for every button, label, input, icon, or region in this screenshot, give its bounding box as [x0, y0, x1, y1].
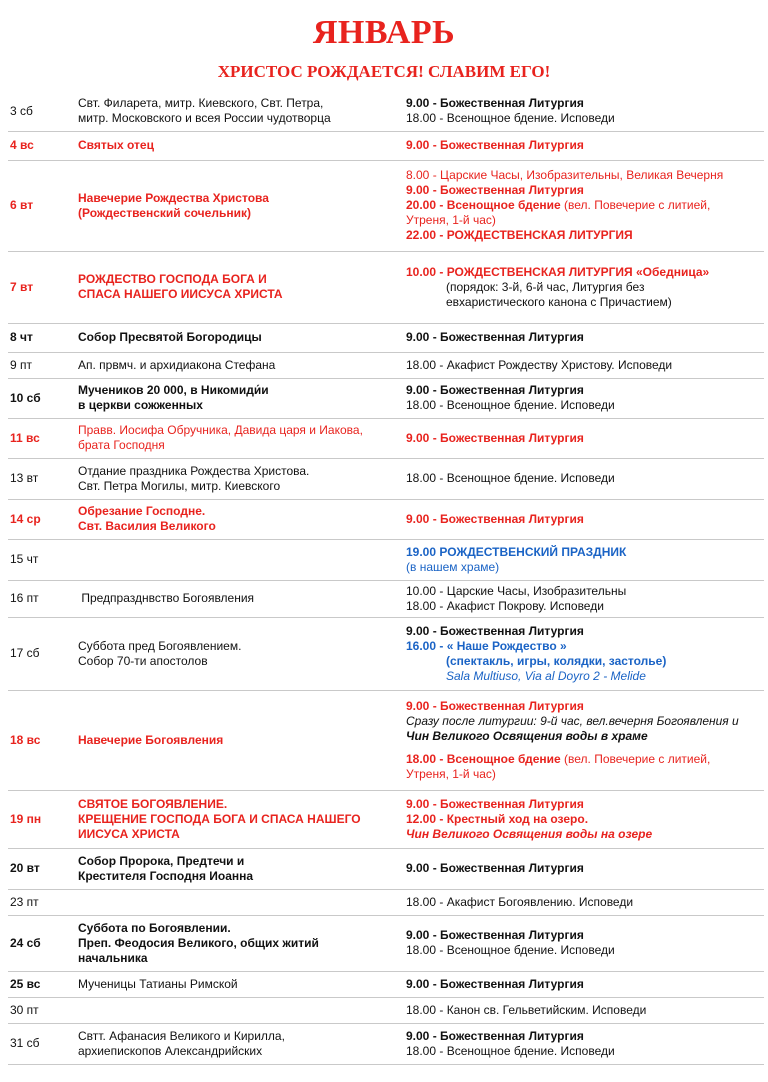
service-line: 18.00 - Всенощное бдение. Исповеди [406, 943, 615, 957]
feast-cell [68, 848, 398, 889]
feast-cell [68, 915, 398, 971]
feast-line: КРЕЩЕНИЕ ГОСПОДА БОГА И СПАСА НАШЕГО [78, 811, 361, 826]
feast-line: Собор Пророка, Предтечи и [78, 853, 245, 868]
feast-line: Свтт. Афанасия Великого и Кирилла, [78, 1028, 285, 1043]
service-cell [398, 160, 764, 251]
day-cell: 3 сб [8, 92, 68, 131]
day-cell: 23 пт [8, 889, 68, 915]
schedule-row [8, 580, 764, 617]
schedule-row [8, 418, 764, 458]
service-line: 9.00 - Божественная Литургия [406, 138, 584, 152]
service-cell [398, 617, 764, 690]
feast-line: Свт. Василия Великого [78, 519, 216, 533]
service-cell [398, 378, 764, 418]
feast-cell [68, 251, 398, 323]
feast-cell [68, 790, 398, 848]
schedule-row [8, 458, 764, 499]
service-cell [398, 539, 764, 580]
feast-line: Святых отец [78, 138, 154, 152]
feast-line: Ап. првмч. и архидиакона Стефана [78, 357, 276, 372]
service-line: Утреня, 1-й час) [406, 766, 496, 781]
day-cell: 25 вс [8, 971, 68, 997]
day-cell: 10 сб [8, 378, 68, 418]
schedule-row [8, 915, 764, 971]
service-cell [398, 971, 764, 997]
schedule-row [8, 378, 764, 418]
feast-cell [68, 378, 398, 418]
feast-cell [68, 352, 398, 378]
feast-line: начальника [78, 950, 148, 965]
schedule-row [8, 889, 764, 915]
day-cell: 15 чт [8, 539, 68, 580]
service-line: 9.00 - Божественная Литургия [406, 96, 584, 111]
day-cell: 7 вт [8, 251, 68, 323]
service-line: 18.00 - Всенощное бдение. Исповеди [406, 398, 615, 412]
service-line: 9.00 - Божественная Литургия [406, 330, 584, 344]
day-cell: 13 вт [8, 458, 68, 499]
feast-line: ИИСУСА ХРИСТА [78, 826, 180, 841]
feast-line: Собор Пресвятой Богородицы [78, 330, 262, 344]
schedule-row [8, 997, 764, 1023]
feast-line: Отдание праздника Рождества Христова. [78, 463, 310, 478]
feast-line: архиепископов Александрийских [78, 1043, 263, 1058]
service-cell [398, 580, 764, 617]
service-cell [398, 915, 764, 971]
service-line: евхаристического канона с Причастием) [446, 294, 672, 309]
feast-line: Свт. Филарета, митр. Киевского, Свт. Петра, [78, 96, 324, 111]
day-cell: 14 ср [8, 499, 68, 539]
page-subtitle: ХРИСТОС РОЖДАЕТСЯ! СЛАВИМ ЕГО! [217, 62, 551, 81]
feast-cell [68, 160, 398, 251]
service-line: 9.00 - Божественная Литургия [406, 928, 584, 942]
feast-line: в церкви сожженных [78, 398, 203, 412]
day-cell: 31 сб [8, 1023, 68, 1064]
service-cell [398, 131, 764, 160]
service-line: Sala Multiuso, Via al Doyro 2 - Melide [446, 668, 646, 683]
feast-cell [68, 1023, 398, 1064]
day-cell: 8 чт [8, 323, 68, 352]
service-line: 22.00 - РОЖДЕСТВЕНСКАЯ ЛИТУРГИЯ [406, 228, 633, 242]
day-cell: 30 пт [8, 997, 68, 1023]
service-line-bold: 20.00 - Всенощное бдение [406, 198, 561, 212]
service-cell [398, 458, 764, 499]
service-cell [398, 889, 764, 915]
service-cell [398, 323, 764, 352]
page-title: ЯНВАРЬ [312, 14, 456, 51]
service-line: 10.00 - РОЖДЕСТВЕНСКАЯ ЛИТУРГИЯ «Обедница» [406, 264, 710, 279]
service-line: Утреня, 1-й час) [406, 213, 496, 227]
feast-cell [68, 323, 398, 352]
feast-line: Свт. Петра Могилы, митр. Киевского [78, 478, 281, 493]
feast-line: РОЖДЕСТВО ГОСПОДА БОГА И [78, 272, 267, 286]
service-note: (вел. Повечерие с литией, [564, 198, 711, 212]
service-line: Чин Великого Освящения воды на озере [406, 826, 653, 841]
day-cell: 6 вт [8, 160, 68, 251]
feast-line: Правв. Иосифа Обручника, Давида царя и Иакова, [78, 423, 363, 437]
day-cell: 24 сб [8, 915, 68, 971]
service-line: 9.00 - Божественная Литургия [406, 976, 584, 991]
feast-line: Крестителя Господня Иоанна [78, 868, 254, 883]
feast-cell [68, 539, 398, 580]
day-cell: 17 сб [8, 617, 68, 690]
service-cell [398, 92, 764, 131]
service-line: (порядок: 3-й, 6-й час, Литургия без [446, 279, 645, 294]
service-line: 16.00 - « Наше Рождество » [406, 638, 567, 653]
service-line: 9.00 - Божественная Литургия [406, 796, 584, 811]
feast-cell [68, 131, 398, 160]
schedule-row [8, 131, 764, 160]
feast-cell [68, 889, 398, 915]
service-cell [398, 418, 764, 458]
feast-line: Собор 70-ти апостолов [78, 653, 208, 668]
feast-line: Обрезание Господне. [78, 504, 206, 518]
schedule-row [8, 160, 764, 251]
service-line: 18.00 - Всенощное бдение. Исповеди [406, 1043, 615, 1058]
day-cell: 18 вс [8, 690, 68, 790]
service-line: 18.00 - Акафист Покрову. Исповеди [406, 598, 604, 613]
schedule-row [8, 499, 764, 539]
feast-line: Мучеников 20 000, в Никомиди́и [78, 383, 269, 397]
service-line: 9.00 - Божественная Литургия [406, 861, 584, 875]
service-line-bold: 18.00 - Всенощное бдение [406, 751, 561, 766]
service-line: (в нашем храме) [406, 559, 500, 574]
feast-cell [68, 92, 398, 131]
service-line: 9.00 - Божественная Литургия [406, 698, 584, 713]
feast-line: (Рождественский сочельник) [78, 205, 251, 220]
service-cell [398, 499, 764, 539]
day-cell: 16 пт [8, 580, 68, 617]
schedule-row [8, 92, 764, 131]
service-cell [398, 690, 764, 790]
day-cell: 4 вс [8, 131, 68, 160]
day-cell: 9 пт [8, 352, 68, 378]
feast-cell [68, 499, 398, 539]
day-cell: 20 вт [8, 848, 68, 889]
service-cell [398, 251, 764, 323]
feast-cell [68, 971, 398, 997]
service-cell [398, 790, 764, 848]
service-line: 9.00 - Божественная Литургия [406, 623, 584, 638]
service-line: 18.00 - Всенощное бдение. Исповеди [406, 471, 615, 485]
schedule-row [8, 323, 764, 352]
schedule-row [8, 971, 764, 997]
service-line: 9.00 - Божественная Литургия [406, 511, 584, 526]
feast-line: Мученицы Татианы Римской [78, 976, 238, 991]
feast-cell [68, 997, 398, 1023]
schedule-row [8, 790, 764, 848]
feast-line: Суббота по Богоявлении. [78, 920, 231, 935]
schedule-table [8, 92, 764, 1065]
service-cell [398, 352, 764, 378]
schedule-row [8, 690, 764, 790]
service-cell [398, 848, 764, 889]
service-line: (спектакль, игры, колядки, застолье) [446, 653, 667, 668]
feast-line: Суббота пред Богоявлением. [78, 638, 242, 653]
service-line: Сразу после литургии: 9-й час, вел.вечерня Богоявления и [406, 713, 739, 728]
service-note: (вел. Повечерие с литией, [564, 751, 711, 766]
feast-cell [68, 580, 398, 617]
schedule-row [8, 539, 764, 580]
feast-line: Предпразднвство Богоявления [78, 591, 255, 605]
feast-line: Навечерие Рождества Христова [78, 190, 269, 205]
day-cell: 11 вс [8, 418, 68, 458]
service-line: 19.00 РОЖДЕСТВЕНСКИЙ ПРАЗДНИК [406, 544, 627, 559]
schedule-row [8, 251, 764, 323]
service-line: 10.00 - Царские Часы, Изобразительны [406, 583, 627, 598]
feast-cell [68, 617, 398, 690]
day-cell: 19 пн [8, 790, 68, 848]
schedule-row [8, 617, 764, 690]
feast-line: Навечерие Богоявления [78, 732, 224, 747]
service-line: 9.00 - Божественная Литургия [406, 430, 584, 445]
service-cell [398, 997, 764, 1023]
feast-line: митр. Московского и всея России чудотворца [78, 111, 331, 126]
feast-cell [68, 690, 398, 790]
service-line [406, 198, 760, 213]
feast-line: брата Господня [78, 438, 165, 452]
service-line: 8.00 - Царские Часы, Изобразительны, Великая Вечерня [406, 168, 724, 182]
service-line: 18.00 - Акафист Богоявлению. Исповеди [406, 894, 634, 909]
service-line: 9.00 - Божественная Литургия [406, 1028, 584, 1043]
feast-line: СПАСА НАШЕГО ИИСУСА ХРИСТА [78, 287, 283, 301]
feast-line: СВЯТОЕ БОГОЯВЛЕНИЕ. [78, 796, 228, 811]
schedule-row [8, 352, 764, 378]
feast-line: Преп. Феодосия Великого, общих житий [78, 935, 319, 950]
service-line: 18.00 - Акафист Рождеству Христову. Исповеди [406, 357, 673, 372]
schedule-row [8, 1023, 764, 1064]
service-line [406, 752, 760, 767]
schedule-row [8, 848, 764, 889]
service-line: 9.00 - Божественная Литургия [406, 183, 584, 197]
feast-cell [68, 418, 398, 458]
service-line: 12.00 - Крестный ход на озеро. [406, 811, 589, 826]
feast-cell [68, 458, 398, 499]
service-line: 18.00 - Канон св. Гельветийским. Исповеди [406, 1002, 647, 1017]
service-cell [398, 1023, 764, 1064]
service-line: 9.00 - Божественная Литургия [406, 383, 584, 397]
service-line: 18.00 - Всенощное бдение. Исповеди [406, 111, 615, 126]
service-line: Чин Великого Освящения воды в храме [406, 728, 648, 743]
